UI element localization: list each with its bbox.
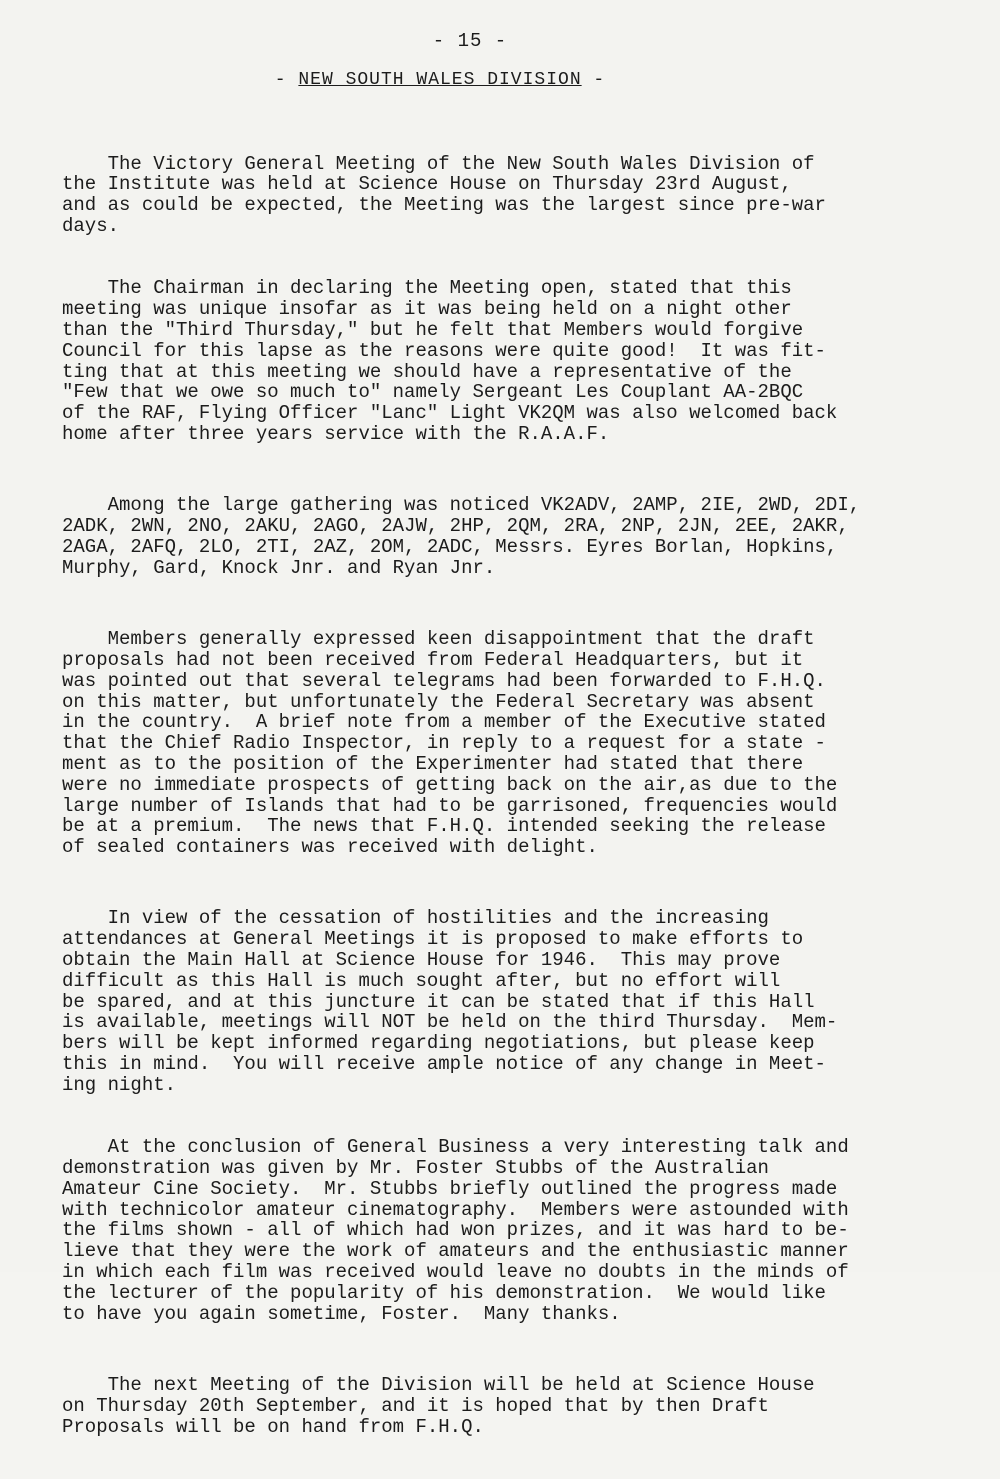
heading-dash-left: - [274,70,299,90]
heading-dash-right: - [581,70,606,90]
section-heading [0,70,880,90]
paragraph-next-meeting: The next Meeting of the Division will be held at Science House on Thursday 20th September, and it is hoped that by then Draft Proposals will be on hand from F.H.Q. [62,1374,815,1438]
page-number: - 15 - [432,30,508,52]
paragraph-victory-meeting: The Victory General Meeting of the New South Wales Division of the Institute was held at Science House on Thursday 23rd August, and as could be expected, the Meeting was the largest since pre-war days. [62,152,826,237]
heading-title: NEW SOUTH WALES DIVISION [298,70,582,90]
paragraph-cine-talk: At the conclusion of General Business a very interesting talk and demonstration was given by Mr. Foster Stubbs of the Australian Amateur Cine Society. Mr. Stubbs briefly outlined the progress made with technicolor amateur cinematography. Members were astounded with the films shown - all of which had won prizes, and it was hard to be- lieve that they were the work of amateurs and the enthusiastic manner in which each film was received would leave no doubts in the minds of the lecturer of the popularity of his demonstration. We would like to have you again sometime, Foster. Many thanks. [62,1136,849,1325]
paragraph-chairman: The Chairman in declaring the Meeting open, stated that this meeting was unique insofar as it was being held on a night other than the "Third Thursday," but he felt that Members would forgive Council for this lapse as the reasons were quite good! It was fit- ting that at this meeting we should have a representative of the "Few that we owe so much to" namely Sergeant Les Couplant AA-2BQC of the RAF, Flying Officer "Lanc" Light VK2QM was also welcomed back home after three years service with the R.A.A.F. [62,277,838,445]
paragraph-attendees: Among the large gathering was noticed VK2ADV, 2AMP, 2IE, 2WD, 2DI, 2ADK, 2WN, 2NO, 2AKU, 2AGO, 2AJW, 2HP, 2QM, 2RA, 2NP, 2JN, 2EE, 2AKR, 2AGA, 2AFQ, 2LO, 2TI, 2AZ, 2OM, 2ADC, Messrs. Eyres Borlan, Hopkins, Murphy, Gard, Knock Jnr. and Ryan Jnr. [62,494,861,579]
paragraph-main-hall: In view of the cessation of hostilities and the increasing attendances at General Meetings it is proposed to make efforts to obtain the Main Hall at Science House for 1946. This may prove difficult as this Hall is much sought after, but no effort will be spared, and at this juncture it can be stated that if this Hall is available, meetings will NOT be held on the third Thursday. Mem- bers will be kept informed regarding negotiations, but please keep this in mind. You will receive ample notice of any change in Meet- ing night. [62,907,838,1096]
paragraph-draft-proposals: Members generally expressed keen disappointment that the draft proposals had not been received from Federal Headquarters, but it was pointed out that several telegrams had been forwarded to F.H.Q. on this matter, but unfortunately the Federal Secretary was absent in the country. A brief note from a member of the Executive stated that the Chief Radio Inspector, in reply to a request for a state - ment as to the position of the Experimenter had stated that there were no immediate prospects of getting back on the air,as due to the large number of Islands that had to be garrisoned, frequencies would be at a premium. The news that F.H.Q. intended seeking the release of sealed containers was received with delight. [62,628,838,859]
body-text [62,112,932,1479]
